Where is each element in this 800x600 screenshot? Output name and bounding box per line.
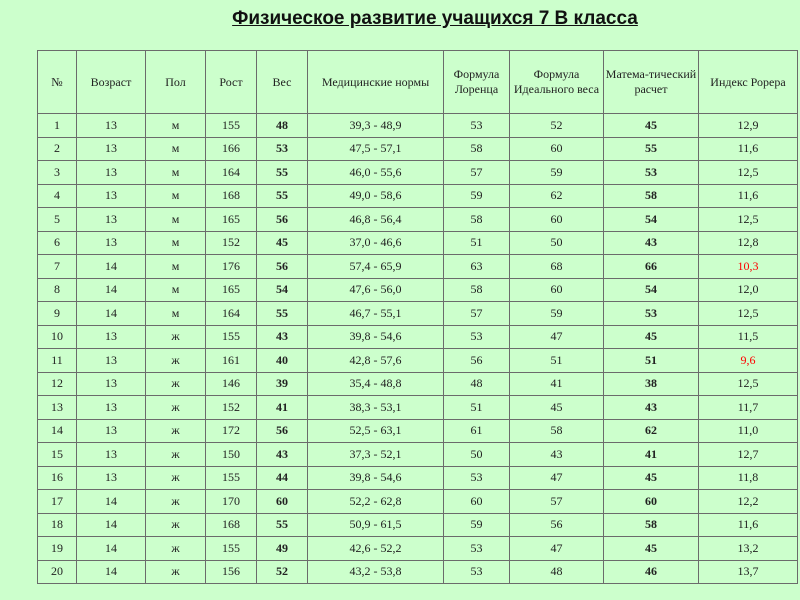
cell-sex: ж xyxy=(146,349,206,373)
cell-number: 16 xyxy=(38,466,77,490)
cell-rohrer-index: 11,6 xyxy=(699,137,798,161)
cell-number: 19 xyxy=(38,537,77,561)
cell-rohrer-index: 12,5 xyxy=(699,161,798,185)
cell-age: 13 xyxy=(77,443,146,467)
cell-medical-norms: 52,2 - 62,8 xyxy=(308,490,444,514)
cell-sex: м xyxy=(146,137,206,161)
cell-lorentz: 53 xyxy=(444,466,510,490)
cell-ideal-weight: 50 xyxy=(510,231,604,255)
cell-lorentz: 57 xyxy=(444,161,510,185)
cell-sex: ж xyxy=(146,419,206,443)
cell-rohrer-index: 13,7 xyxy=(699,560,798,584)
cell-lorentz: 57 xyxy=(444,302,510,326)
cell-sex: м xyxy=(146,208,206,232)
cell-weight: 52 xyxy=(257,560,308,584)
cell-math-calc: 58 xyxy=(604,513,699,537)
col-height: Рост xyxy=(206,51,257,114)
cell-ideal-weight: 56 xyxy=(510,513,604,537)
col-ideal-weight-formula: Формула Идеального веса xyxy=(510,51,604,114)
cell-ideal-weight: 59 xyxy=(510,302,604,326)
cell-number: 10 xyxy=(38,325,77,349)
cell-age: 13 xyxy=(77,208,146,232)
cell-age: 13 xyxy=(77,396,146,420)
cell-ideal-weight: 60 xyxy=(510,137,604,161)
cell-math-calc: 62 xyxy=(604,419,699,443)
table-row xyxy=(38,255,798,279)
table-row xyxy=(38,114,798,138)
cell-age: 13 xyxy=(77,372,146,396)
cell-age: 13 xyxy=(77,161,146,185)
cell-weight: 45 xyxy=(257,231,308,255)
cell-lorentz: 53 xyxy=(444,325,510,349)
cell-number: 9 xyxy=(38,302,77,326)
cell-weight: 43 xyxy=(257,443,308,467)
cell-math-calc: 43 xyxy=(604,231,699,255)
cell-lorentz: 58 xyxy=(444,278,510,302)
cell-weight: 55 xyxy=(257,184,308,208)
table-row xyxy=(38,278,798,302)
cell-weight: 54 xyxy=(257,278,308,302)
cell-weight: 39 xyxy=(257,372,308,396)
cell-age: 13 xyxy=(77,325,146,349)
cell-ideal-weight: 60 xyxy=(510,278,604,302)
cell-age: 13 xyxy=(77,114,146,138)
cell-number: 8 xyxy=(38,278,77,302)
cell-age: 14 xyxy=(77,490,146,514)
col-medical-norms: Медицинские нормы xyxy=(308,51,444,114)
cell-sex: м xyxy=(146,255,206,279)
cell-height: 161 xyxy=(206,349,257,373)
cell-number: 3 xyxy=(38,161,77,185)
cell-height: 165 xyxy=(206,208,257,232)
cell-lorentz: 59 xyxy=(444,513,510,537)
cell-math-calc: 66 xyxy=(604,255,699,279)
cell-lorentz: 51 xyxy=(444,396,510,420)
cell-ideal-weight: 41 xyxy=(510,372,604,396)
table-row xyxy=(38,184,798,208)
table-row xyxy=(38,302,798,326)
cell-ideal-weight: 51 xyxy=(510,349,604,373)
cell-height: 176 xyxy=(206,255,257,279)
cell-age: 14 xyxy=(77,255,146,279)
cell-lorentz: 61 xyxy=(444,419,510,443)
col-math-calculation: Матема-тический расчет xyxy=(604,51,699,114)
cell-number: 15 xyxy=(38,443,77,467)
cell-lorentz: 53 xyxy=(444,560,510,584)
cell-medical-norms: 35,4 - 48,8 xyxy=(308,372,444,396)
cell-medical-norms: 43,2 - 53,8 xyxy=(308,560,444,584)
cell-ideal-weight: 47 xyxy=(510,466,604,490)
cell-sex: м xyxy=(146,278,206,302)
cell-rohrer-index: 11,6 xyxy=(699,513,798,537)
cell-math-calc: 45 xyxy=(604,537,699,561)
cell-lorentz: 53 xyxy=(444,114,510,138)
cell-sex: ж xyxy=(146,490,206,514)
cell-lorentz: 56 xyxy=(444,349,510,373)
cell-math-calc: 54 xyxy=(604,278,699,302)
cell-sex: м xyxy=(146,231,206,255)
cell-ideal-weight: 68 xyxy=(510,255,604,279)
table-row xyxy=(38,513,798,537)
table-row xyxy=(38,349,798,373)
cell-height: 156 xyxy=(206,560,257,584)
cell-rohrer-index: 12,5 xyxy=(699,208,798,232)
cell-math-calc: 53 xyxy=(604,161,699,185)
cell-lorentz: 63 xyxy=(444,255,510,279)
cell-medical-norms: 39,8 - 54,6 xyxy=(308,325,444,349)
cell-number: 6 xyxy=(38,231,77,255)
cell-ideal-weight: 48 xyxy=(510,560,604,584)
table-row xyxy=(38,419,798,443)
cell-medical-norms: 46,8 - 56,4 xyxy=(308,208,444,232)
cell-age: 13 xyxy=(77,184,146,208)
cell-math-calc: 58 xyxy=(604,184,699,208)
cell-rohrer-index: 13,2 xyxy=(699,537,798,561)
table-row xyxy=(38,466,798,490)
table-row xyxy=(38,372,798,396)
cell-sex: ж xyxy=(146,372,206,396)
table-row xyxy=(38,490,798,514)
cell-weight: 40 xyxy=(257,349,308,373)
table-row xyxy=(38,137,798,161)
cell-math-calc: 53 xyxy=(604,302,699,326)
cell-height: 152 xyxy=(206,396,257,420)
cell-rohrer-index: 12,5 xyxy=(699,302,798,326)
cell-weight: 49 xyxy=(257,537,308,561)
cell-ideal-weight: 45 xyxy=(510,396,604,420)
cell-ideal-weight: 47 xyxy=(510,325,604,349)
cell-weight: 43 xyxy=(257,325,308,349)
cell-number: 4 xyxy=(38,184,77,208)
cell-height: 165 xyxy=(206,278,257,302)
cell-medical-norms: 49,0 - 58,6 xyxy=(308,184,444,208)
cell-math-calc: 51 xyxy=(604,349,699,373)
cell-age: 14 xyxy=(77,302,146,326)
cell-height: 172 xyxy=(206,419,257,443)
cell-lorentz: 53 xyxy=(444,537,510,561)
cell-number: 2 xyxy=(38,137,77,161)
cell-age: 13 xyxy=(77,466,146,490)
table-row xyxy=(38,208,798,232)
cell-rohrer-index: 12,0 xyxy=(699,278,798,302)
cell-ideal-weight: 52 xyxy=(510,114,604,138)
cell-medical-norms: 46,0 - 55,6 xyxy=(308,161,444,185)
cell-ideal-weight: 43 xyxy=(510,443,604,467)
cell-ideal-weight: 57 xyxy=(510,490,604,514)
cell-rohrer-index: 12,9 xyxy=(699,114,798,138)
cell-medical-norms: 57,4 - 65,9 xyxy=(308,255,444,279)
cell-rohrer-index: 11,8 xyxy=(699,466,798,490)
cell-number: 13 xyxy=(38,396,77,420)
cell-medical-norms: 39,3 - 48,9 xyxy=(308,114,444,138)
cell-lorentz: 48 xyxy=(444,372,510,396)
cell-height: 168 xyxy=(206,513,257,537)
table-row xyxy=(38,396,798,420)
cell-weight: 41 xyxy=(257,396,308,420)
cell-sex: ж xyxy=(146,325,206,349)
cell-rohrer-index: 11,0 xyxy=(699,419,798,443)
col-number: № xyxy=(38,51,77,114)
cell-weight: 55 xyxy=(257,302,308,326)
table-row xyxy=(38,443,798,467)
cell-medical-norms: 50,9 - 61,5 xyxy=(308,513,444,537)
header-row xyxy=(38,51,798,114)
cell-number: 11 xyxy=(38,349,77,373)
cell-sex: ж xyxy=(146,466,206,490)
cell-weight: 60 xyxy=(257,490,308,514)
cell-rohrer-index: 11,5 xyxy=(699,325,798,349)
table-row xyxy=(38,537,798,561)
cell-ideal-weight: 62 xyxy=(510,184,604,208)
cell-height: 146 xyxy=(206,372,257,396)
cell-medical-norms: 47,5 - 57,1 xyxy=(308,137,444,161)
cell-ideal-weight: 47 xyxy=(510,537,604,561)
cell-weight: 56 xyxy=(257,208,308,232)
cell-math-calc: 45 xyxy=(604,114,699,138)
cell-medical-norms: 47,6 - 56,0 xyxy=(308,278,444,302)
cell-sex: ж xyxy=(146,513,206,537)
cell-weight: 44 xyxy=(257,466,308,490)
cell-medical-norms: 37,0 - 46,6 xyxy=(308,231,444,255)
cell-math-calc: 45 xyxy=(604,466,699,490)
cell-medical-norms: 42,8 - 57,6 xyxy=(308,349,444,373)
cell-sex: м xyxy=(146,161,206,185)
cell-number: 18 xyxy=(38,513,77,537)
cell-number: 20 xyxy=(38,560,77,584)
cell-height: 168 xyxy=(206,184,257,208)
cell-lorentz: 60 xyxy=(444,490,510,514)
cell-lorentz: 50 xyxy=(444,443,510,467)
cell-age: 14 xyxy=(77,513,146,537)
page-title: Физическое развитие учащихся 7 В класса xyxy=(232,8,638,29)
cell-lorentz: 51 xyxy=(444,231,510,255)
col-weight: Вес xyxy=(257,51,308,114)
cell-medical-norms: 37,3 - 52,1 xyxy=(308,443,444,467)
cell-medical-norms: 38,3 - 53,1 xyxy=(308,396,444,420)
cell-ideal-weight: 59 xyxy=(510,161,604,185)
cell-height: 150 xyxy=(206,443,257,467)
cell-height: 155 xyxy=(206,114,257,138)
cell-rohrer-index: 9,6 xyxy=(699,349,798,373)
physical-development-table xyxy=(37,50,798,584)
cell-lorentz: 58 xyxy=(444,137,510,161)
cell-height: 166 xyxy=(206,137,257,161)
cell-height: 155 xyxy=(206,466,257,490)
cell-lorentz: 58 xyxy=(444,208,510,232)
cell-math-calc: 43 xyxy=(604,396,699,420)
cell-rohrer-index: 10,3 xyxy=(699,255,798,279)
cell-height: 164 xyxy=(206,161,257,185)
cell-number: 12 xyxy=(38,372,77,396)
cell-medical-norms: 39,8 - 54,6 xyxy=(308,466,444,490)
col-rohrer-index: Индекс Рорера xyxy=(699,51,798,114)
cell-sex: ж xyxy=(146,537,206,561)
cell-weight: 55 xyxy=(257,161,308,185)
cell-math-calc: 38 xyxy=(604,372,699,396)
cell-medical-norms: 46,7 - 55,1 xyxy=(308,302,444,326)
cell-math-calc: 45 xyxy=(604,325,699,349)
cell-rohrer-index: 11,7 xyxy=(699,396,798,420)
cell-age: 13 xyxy=(77,231,146,255)
cell-age: 13 xyxy=(77,349,146,373)
cell-number: 7 xyxy=(38,255,77,279)
cell-medical-norms: 42,6 - 52,2 xyxy=(308,537,444,561)
cell-lorentz: 59 xyxy=(444,184,510,208)
cell-math-calc: 46 xyxy=(604,560,699,584)
cell-rohrer-index: 12,5 xyxy=(699,372,798,396)
table-row xyxy=(38,231,798,255)
cell-weight: 53 xyxy=(257,137,308,161)
cell-age: 13 xyxy=(77,137,146,161)
cell-weight: 56 xyxy=(257,419,308,443)
cell-sex: м xyxy=(146,184,206,208)
cell-math-calc: 41 xyxy=(604,443,699,467)
cell-weight: 56 xyxy=(257,255,308,279)
table-row xyxy=(38,560,798,584)
cell-height: 155 xyxy=(206,325,257,349)
cell-sex: ж xyxy=(146,396,206,420)
cell-age: 14 xyxy=(77,537,146,561)
cell-height: 164 xyxy=(206,302,257,326)
cell-height: 152 xyxy=(206,231,257,255)
cell-age: 14 xyxy=(77,278,146,302)
cell-math-calc: 55 xyxy=(604,137,699,161)
table-row xyxy=(38,161,798,185)
cell-rohrer-index: 12,8 xyxy=(699,231,798,255)
table-row xyxy=(38,325,798,349)
cell-rohrer-index: 12,2 xyxy=(699,490,798,514)
cell-ideal-weight: 60 xyxy=(510,208,604,232)
cell-height: 155 xyxy=(206,537,257,561)
cell-sex: ж xyxy=(146,443,206,467)
cell-math-calc: 60 xyxy=(604,490,699,514)
cell-number: 5 xyxy=(38,208,77,232)
col-sex: Пол xyxy=(146,51,206,114)
cell-sex: м xyxy=(146,302,206,326)
cell-number: 14 xyxy=(38,419,77,443)
cell-ideal-weight: 58 xyxy=(510,419,604,443)
cell-math-calc: 54 xyxy=(604,208,699,232)
cell-height: 170 xyxy=(206,490,257,514)
cell-rohrer-index: 12,7 xyxy=(699,443,798,467)
cell-rohrer-index: 11,6 xyxy=(699,184,798,208)
cell-age: 14 xyxy=(77,560,146,584)
cell-sex: ж xyxy=(146,560,206,584)
cell-sex: м xyxy=(146,114,206,138)
cell-number: 1 xyxy=(38,114,77,138)
cell-age: 13 xyxy=(77,419,146,443)
cell-weight: 48 xyxy=(257,114,308,138)
col-lorentz-formula: Формула Лоренца xyxy=(444,51,510,114)
col-age: Возраст xyxy=(77,51,146,114)
cell-weight: 55 xyxy=(257,513,308,537)
cell-medical-norms: 52,5 - 63,1 xyxy=(308,419,444,443)
cell-number: 17 xyxy=(38,490,77,514)
